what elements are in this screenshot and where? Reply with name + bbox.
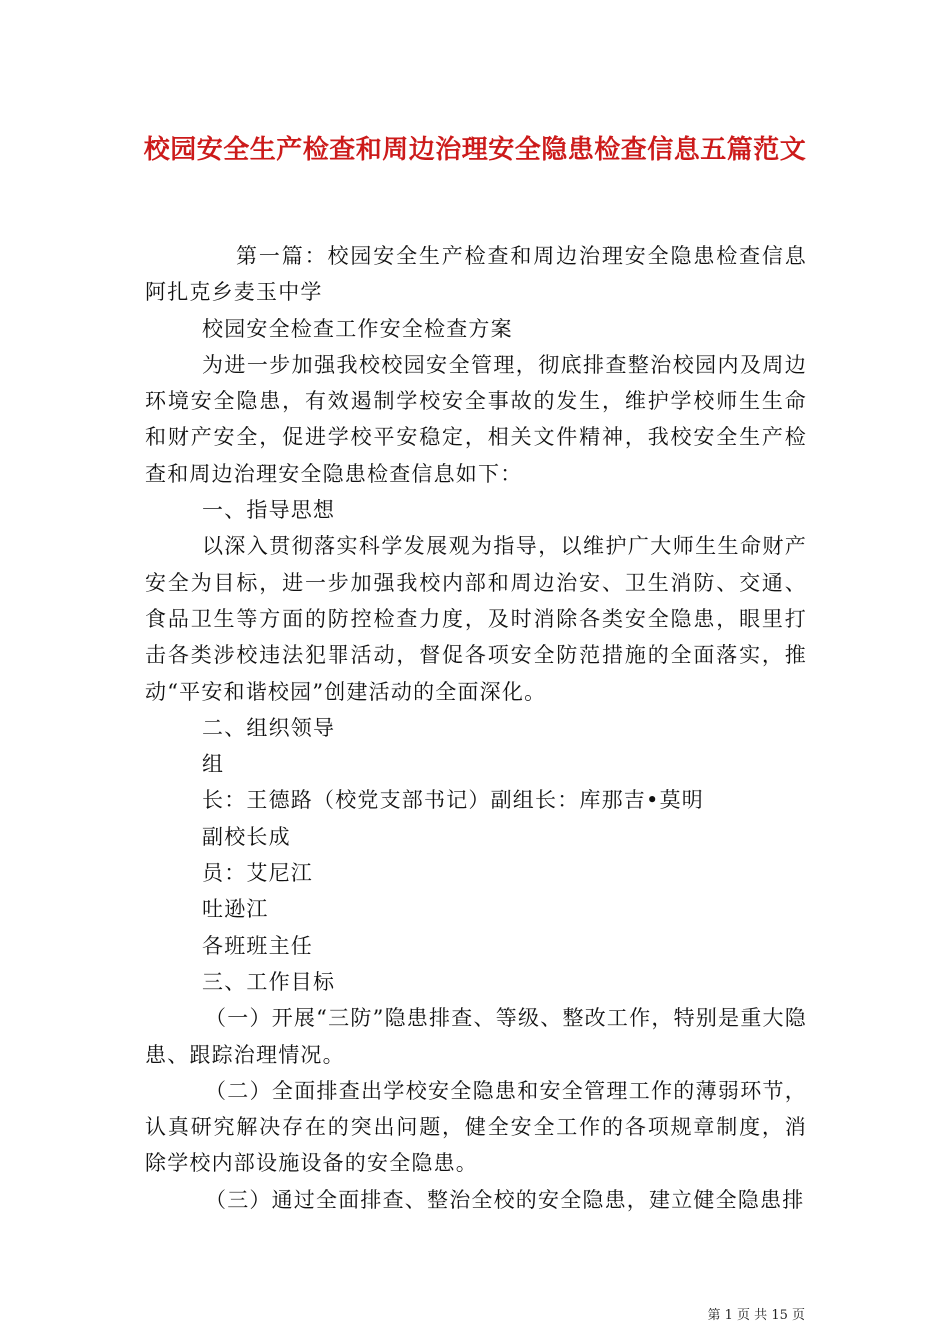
paragraph-org-line: 员：艾尼江 — [202, 861, 313, 886]
paragraph-intro: 为进一步加强我校校园安全管理，彻底排查整治校园内及周边环境安全隐患，有效遏制学校安全事故的发生，维护学校师生生命和财产安全，促进学校平安稳定，相关文件精神，我校安全生产检查和周边治理安全隐患检查信息如下： — [145, 352, 807, 486]
paragraph-goal-3: （三）通过全面排查、整治全校的安全隐患，建立健全隐患排 — [205, 1187, 805, 1212]
paragraph-org-line: 组 — [202, 752, 225, 777]
paragraph-goal-1: （一）开展“三防”隐患排查、等级、整改工作，特别是重大隐患、跟踪治理情况。 — [145, 1006, 807, 1067]
paragraph-guiding-ideology: 以深入贯彻落实科学发展观为指导，以维护广大师生生命财产安全为目标，进一步加强我校内部和周边治安、卫生消防、交通、食品卫生等方面的防控检查力度，及时消除各类安全隐患，眼里打击各类涉校违法犯罪活动，督促各项安全防范措施的全面落实，推动“平安和谐校园”创建活动的全面深化。 — [145, 534, 807, 704]
section-heading-guiding-ideology: 一、指导思想 — [202, 498, 336, 523]
document-body — [145, 238, 807, 1218]
section-heading-work-goals: 三、工作目标 — [202, 969, 336, 994]
paragraph-plan-title: 校园安全检查工作安全检查方案 — [202, 316, 513, 341]
document-title: 校园安全生产检查和周边治理安全隐患检查信息五篇范文 — [143, 135, 807, 165]
paragraph-heading-first-chapter: 第一篇：校园安全生产检查和周边治理安全隐患检查信息阿扎克乡麦玉中学 — [145, 244, 807, 305]
section-heading-organization: 二、组织领导 — [202, 715, 336, 740]
paragraph-goal-2: （二）全面排查出学校安全隐患和安全管理工作的薄弱环节，认真研究解决存在的突出问题，健全安全工作的各项规章制度，消除学校内部设施设备的安全隐患。 — [145, 1078, 807, 1176]
paragraph-org-line: 副校长成 — [202, 824, 291, 849]
paragraph-org-line: 吐逊江 — [202, 897, 269, 922]
paragraph-org-line: 长：王德路（校党支部书记）副组长：库那吉•莫明 — [202, 788, 704, 813]
paragraph-org-line: 各班班主任 — [202, 933, 313, 958]
page-number-footer: 第 1 页 共 15 页 — [707, 1308, 805, 1323]
